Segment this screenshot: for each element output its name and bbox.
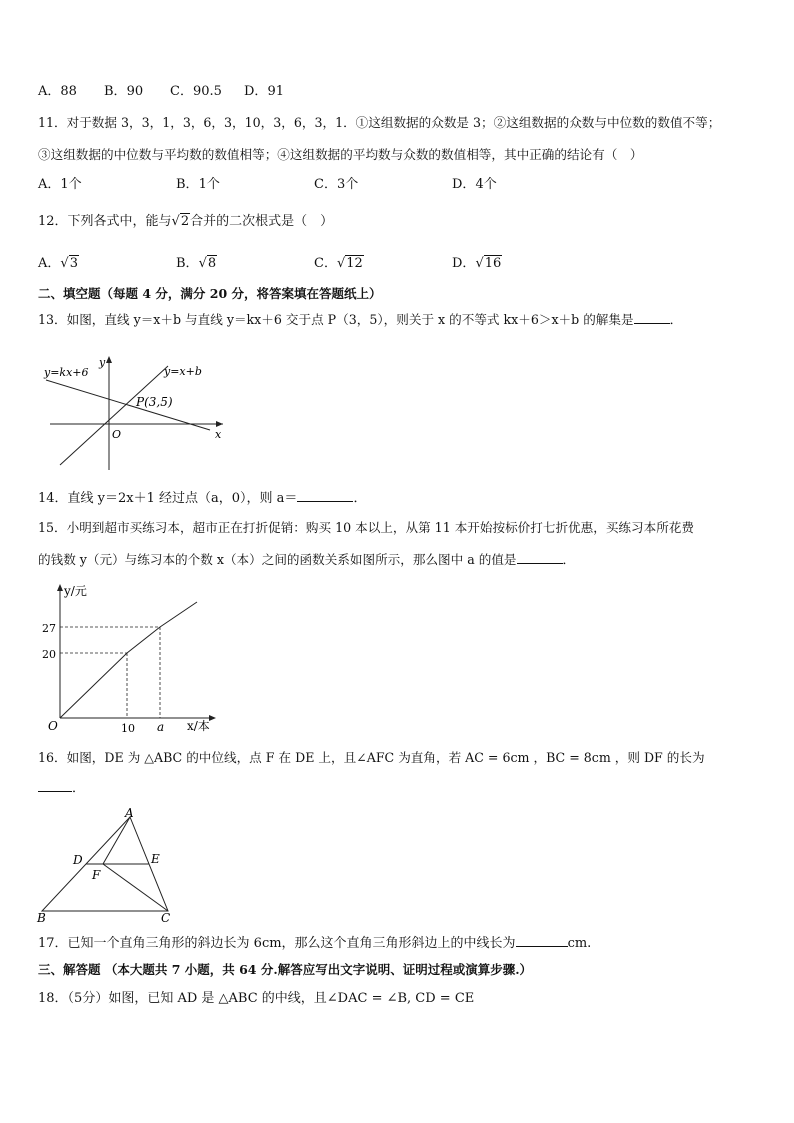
- answer-blank: [297, 489, 353, 502]
- line-y-kx-plus-6: [46, 380, 210, 430]
- q17-stem: 17．已知一个直角三角形的斜边长为 6cm，那么这个直角三角形斜边上的中线长为 cm.: [38, 936, 592, 951]
- answer-blank: [516, 934, 568, 947]
- q12-stem: 12．下列各式中，能与√2合并的二次根式是（ ）: [38, 214, 334, 229]
- point-e: E: [151, 852, 160, 866]
- origin-label: O: [48, 719, 58, 733]
- q12-option-b: B．√8: [176, 256, 217, 271]
- q11-stem-line2: ③这组数据的中位数与平均数的数值相等；④这组数据的平均数与众数的数值相等，其中正确的结论有（ ）: [38, 147, 643, 162]
- q10-option-d: D．91: [244, 84, 284, 99]
- label-x: x: [215, 428, 222, 441]
- section-heading-fill-in: 二、填空题（每题 4 分，满分 20 分，将答案填在答题纸上）: [38, 286, 382, 301]
- label-line1: y=kx+6: [44, 366, 89, 379]
- section-heading-answer: 三、解答题 （本大题共 7 小题，共 64 分.解答应写出文字说明、证明过程或演算步骤.）: [38, 962, 533, 977]
- q11-option-c: C．3个: [314, 177, 359, 192]
- q16-stem-line2: ．: [38, 779, 85, 798]
- q10-option-a: A．88: [38, 84, 77, 99]
- tick-20: 20: [42, 648, 56, 661]
- x-axis-arrow: [216, 421, 223, 427]
- answer-blank: [634, 311, 670, 324]
- tick-a: a: [157, 720, 165, 734]
- q12-option-c: C．√12: [314, 256, 363, 271]
- q13-graph: [38, 352, 228, 472]
- q11-option-d: D．4个: [452, 177, 497, 192]
- point-f: F: [92, 868, 101, 882]
- tick-10: 10: [121, 722, 135, 735]
- q18-stem: 18．（5分）如图，已知 AD 是 △ABC 的中线，且∠DAC = ∠B, CD = CE: [38, 991, 475, 1006]
- tick-27: 27: [42, 622, 56, 635]
- y-axis-label: y/元: [64, 584, 87, 598]
- sqrt-sign: √2: [171, 214, 190, 229]
- vertex-b: B: [37, 911, 46, 925]
- answer-blank: [38, 779, 72, 792]
- line-y-x-plus-b: [60, 366, 168, 465]
- label-line2: y=x+b: [164, 365, 202, 378]
- label-y: y: [99, 356, 106, 369]
- vertex-c: C: [161, 911, 171, 925]
- q15-stem-line1: 15．小明到超市买练习本，超市正在打折促销：购买 10 本以上，从第 11 本开始按标价打七折优惠，买练习本所花费: [38, 520, 694, 535]
- q15-stem-line2: 的钱数 y（元）与练习本的个数 x（本）之间的函数关系如图所示，那么图中 a 的值是 ．: [38, 552, 576, 567]
- q16-stem-line1: 16．如图，DE 为 △ABC 的中位线，点 F 在 DE 上，且∠AFC 为直角，若 AC = 6cm ，BC = 8cm ，则 DF 的长为: [38, 750, 705, 765]
- q11-stem-line1: 11．对于数据 3，3，1，3，6，3，10，3，6，3，1．①这组数据的众数是 3；②这组数据的众数与中位数的数值不等；: [38, 115, 721, 130]
- q10-option-b: B．90: [104, 84, 144, 99]
- q13-stem: 13．如图，直线 y＝x＋b 与直线 y＝kx＋6 交于点 P（3，5），则关于 x 的不等式 kx＋6＞x＋b 的解集是 ．: [38, 312, 683, 327]
- q12-option-a: A．√3: [38, 256, 78, 271]
- q15-graph: [36, 580, 226, 735]
- point-d: D: [73, 853, 83, 867]
- q14-stem: 14．直线 y＝2x＋1 经过点（a，0），则 a＝ ．: [38, 491, 367, 506]
- label-origin: O: [112, 428, 122, 441]
- q10-option-c: C．90.5: [170, 84, 222, 99]
- x-axis-label: x/本: [187, 719, 210, 733]
- q12-option-d: D．√16: [452, 256, 502, 271]
- answer-blank: [517, 551, 563, 564]
- y-axis-arrow: [106, 356, 112, 363]
- vertex-a: A: [125, 806, 134, 820]
- segment-af: [103, 817, 130, 864]
- y-axis-arrow: [57, 584, 63, 591]
- label-point-p: P(3,5): [136, 395, 173, 409]
- q11-option-a: A．1个: [38, 177, 82, 192]
- q16-figure: [34, 805, 184, 927]
- q11-option-b: B．1个: [176, 177, 220, 192]
- x-axis-arrow: [209, 715, 216, 721]
- cost-line: [60, 602, 197, 718]
